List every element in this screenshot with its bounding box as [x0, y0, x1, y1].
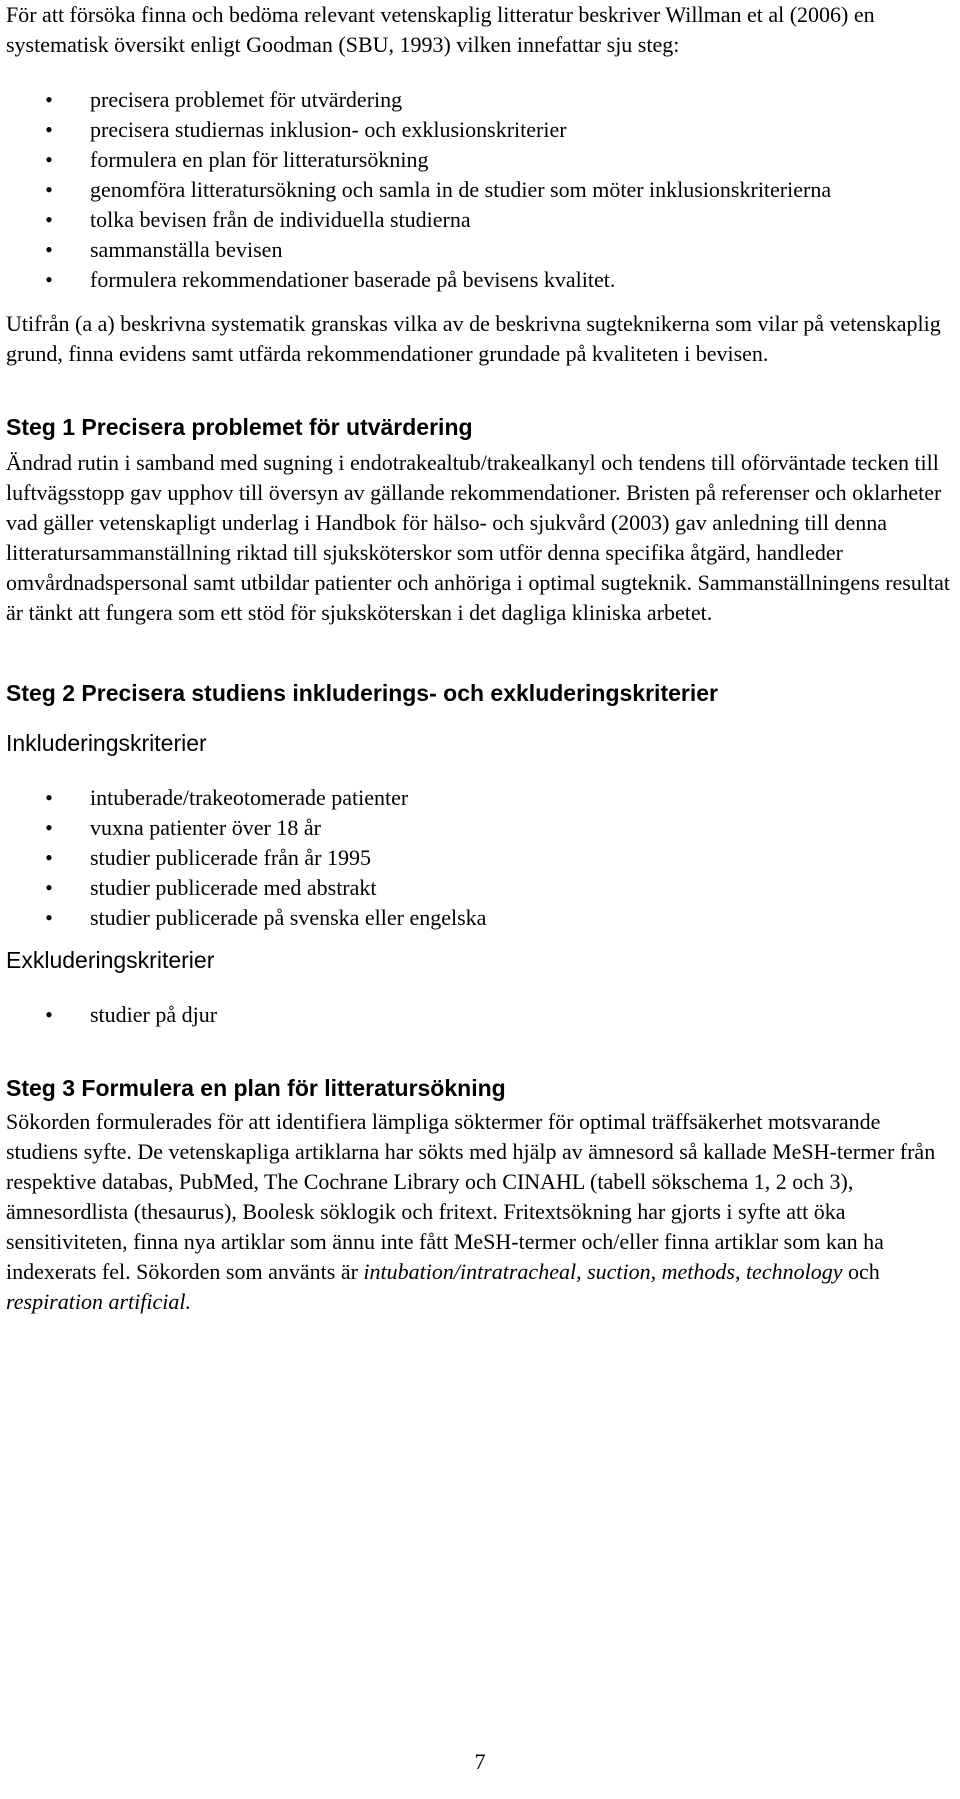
bullet-icon: •: [45, 147, 53, 172]
step3-body: [6, 1107, 954, 1317]
bullet-icon: •: [45, 87, 53, 112]
bullet-icon: •: [45, 207, 53, 232]
step3-body-text: Sökorden formulerades för att identifiera lämpliga söktermer för optimal träffsäkerhet motsvarande studiens syfte. De vetenskapliga artiklarna har sökts med hjälp av ämnesord så kallade MeSH-termer från respektive databas, PubMed, The Cochrane Library och CINAHL (tabell sökschema 1, 2 och 3), ämnesordlista (thesaurus), Boolesk söklogik och fritext. Fritextsökning har gjorts i syfte att öka sensitiviteten, finna nya artiklar som ännu inte fått MeSH-termer och/eller finna artiklar som kan ha indexerats fel. Sökorden som använts är: [6, 1109, 936, 1284]
list-item-text: precisera problemet för utvärdering: [90, 87, 403, 112]
bullet-icon: •: [45, 905, 53, 930]
bullet-icon: •: [45, 237, 53, 262]
bullet-icon: •: [45, 267, 53, 292]
list-item-text: studier publicerade på svenska eller engelska: [90, 905, 487, 930]
bullet-icon: •: [45, 117, 53, 142]
list-item-text: precisera studiernas inklusion- och exklusionskriterier: [90, 117, 567, 142]
search-terms-join: och: [842, 1259, 880, 1284]
list-item-text: studier publicerade från år 1995: [90, 845, 371, 870]
exclusion-title: Exkluderingskriterier: [6, 947, 215, 973]
list-item: [6, 813, 954, 843]
bullet-icon: •: [45, 1002, 53, 1027]
steps-list: [6, 85, 954, 295]
bullet-icon: •: [45, 815, 53, 840]
list-item-text: studier publicerade med abstrakt: [90, 875, 377, 900]
list-item-text: sammanställa bevisen: [90, 237, 283, 262]
list-item: [6, 115, 954, 145]
step1-heading: Steg 1 Precisera problemet för utvärdering: [6, 414, 473, 440]
list-item: [6, 903, 954, 933]
list-item: [6, 873, 954, 903]
intro-paragraph: För att försöka finna och bedöma relevant vetenskaplig litteratur beskriver Willman et al (2006) en systematisk översikt enligt Goodman (SBU, 1993) vilken innefattar sju steg:: [6, 2, 875, 57]
method-paragraph: Utifrån (a a) beskrivna systematik granskas vilka av de beskrivna sugteknikerna som vilar på vetenskaplig grund, finna evidens samt utfärda rekommendationer grundade på kvaliteten i bevisen.: [6, 311, 941, 366]
exclusion-list: [6, 1000, 954, 1030]
bullet-icon: •: [45, 785, 53, 810]
list-item: [6, 265, 954, 295]
list-item: [6, 783, 954, 813]
list-item-text: studier på djur: [90, 1002, 218, 1027]
page-number: 7: [474, 1749, 486, 1774]
list-item: [6, 175, 954, 205]
bullet-icon: •: [45, 177, 53, 202]
list-item-text: formulera rekommendationer baserade på bevisens kvalitet.: [90, 267, 616, 292]
list-item: [6, 205, 954, 235]
list-item-text: tolka bevisen från de individuella studierna: [90, 207, 471, 232]
step1-body: Ändrad rutin i samband med sugning i endotrakealtub/trakealkanyl och tendens till oförväntade tecken till luftvägsstopp gav upphov till översyn av gällande rekommendationer. Bristen på referenser och oklarheter vad gäller vetenskapligt underlag i Handbok för hälso- och sjukvård (2003) gav anledning till denna litteratursammanställning riktad till sjuksköterskor som utför denna specifika åtgärd, handleder omvårdnadspersonal samt utbildar patienter och anhöriga i optimal sugteknik. Sammanställningens resultat är tänkt att fungera som ett stöd för sjuksköterskan i det dagliga kliniska arbetet.: [6, 450, 950, 625]
list-item: [6, 85, 954, 115]
bullet-icon: •: [45, 845, 53, 870]
search-terms-primary: intubation/intratracheal, suction, methods, technology: [363, 1259, 843, 1284]
list-item: [6, 1000, 954, 1030]
list-item: [6, 843, 954, 873]
step3-heading: Steg 3 Formulera en plan för litteratursökning: [6, 1075, 506, 1101]
list-item: [6, 235, 954, 265]
step2-heading: Steg 2 Precisera studiens inkluderings- och exkluderingskriterier: [6, 680, 718, 706]
inclusion-list: [6, 783, 954, 933]
search-terms-secondary: respiration artificial.: [6, 1289, 191, 1314]
bullet-icon: •: [45, 875, 53, 900]
list-item-text: vuxna patienter över 18 år: [90, 815, 321, 840]
list-item-text: intuberade/trakeotomerade patienter: [90, 785, 409, 810]
list-item: [6, 145, 954, 175]
list-item-text: genomföra litteratursökning och samla in de studier som möter inklusionskriterierna: [90, 177, 832, 202]
list-item-text: formulera en plan för litteratursökning: [90, 147, 429, 172]
inclusion-title: Inkluderingskriterier: [6, 730, 207, 756]
